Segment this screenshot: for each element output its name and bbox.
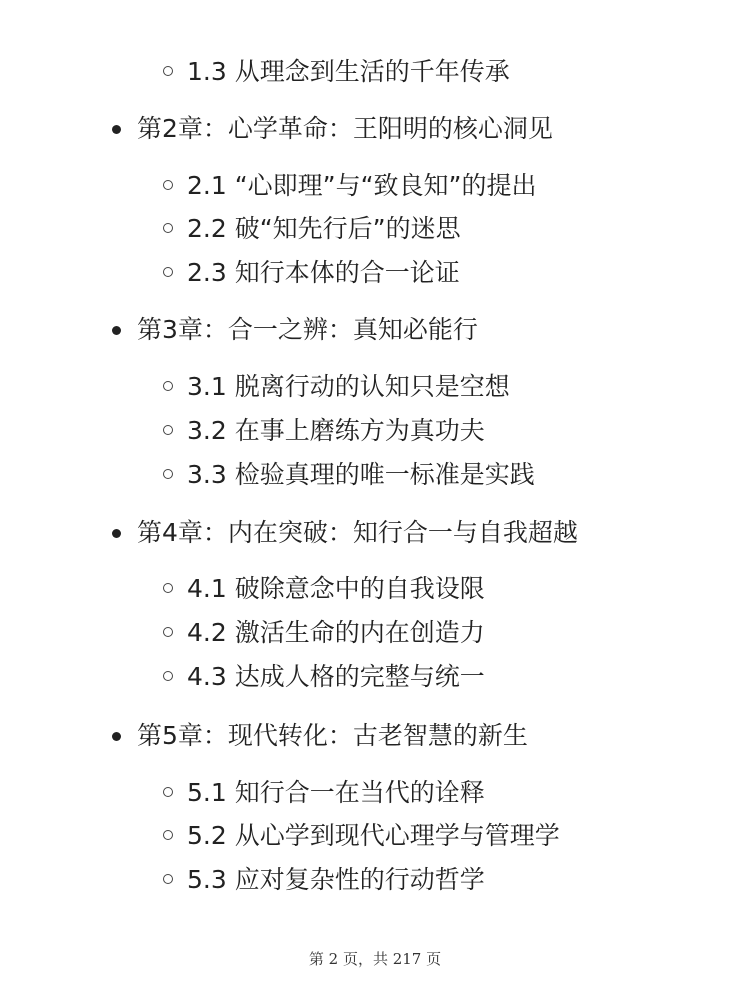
toc-section-label: 4.1 破除意念中的自我设限 — [187, 574, 485, 603]
toc-chapter-label: 第3章：合一之辨：真知必能行 — [137, 315, 478, 344]
toc-section-label: 2.3 知行本体的合一论证 — [187, 258, 460, 287]
toc-section-label: 3.2 在事上磨练方为真功夫 — [187, 416, 485, 445]
toc-chapter-label: 第4章：内在突破：知行合一与自我超越 — [137, 518, 578, 547]
toc-section-label: 3.1 脱离行动的认知只是空想 — [187, 372, 510, 401]
circle-bullet-icon — [163, 66, 173, 76]
circle-bullet-icon — [163, 671, 173, 681]
disc-bullet-icon — [112, 732, 121, 741]
circle-bullet-icon — [163, 223, 173, 233]
toc-section-label: 2.2 破“知先行后”的迷思 — [187, 214, 461, 243]
circle-bullet-icon — [163, 425, 173, 435]
circle-bullet-icon — [163, 874, 173, 884]
toc-section-label: 5.3 应对复杂性的行动哲学 — [187, 865, 485, 894]
page-number-footer: 第 2 页，共 217 页 — [308, 950, 442, 968]
circle-bullet-icon — [163, 830, 173, 840]
circle-bullet-icon — [163, 583, 173, 593]
toc-section-label: 3.3 检验真理的唯一标准是实践 — [187, 460, 535, 489]
disc-bullet-icon — [112, 125, 121, 134]
disc-bullet-icon — [112, 529, 121, 538]
toc-section-label: 5.1 知行合一在当代的诠释 — [187, 778, 485, 807]
toc-section-label: 1.3 从理念到生活的千年传承 — [187, 57, 510, 86]
toc-chapter-label: 第5章：现代转化：古老智慧的新生 — [137, 721, 528, 750]
toc-section-label: 4.2 激活生命的内在创造力 — [187, 618, 485, 647]
circle-bullet-icon — [163, 180, 173, 190]
circle-bullet-icon — [163, 469, 173, 479]
circle-bullet-icon — [163, 267, 173, 277]
circle-bullet-icon — [163, 787, 173, 797]
disc-bullet-icon — [112, 326, 121, 335]
toc-section-label: 4.3 达成人格的完整与统一 — [187, 662, 485, 691]
circle-bullet-icon — [163, 381, 173, 391]
circle-bullet-icon — [163, 627, 173, 637]
toc-chapter-label: 第2章：心学革命：王阳明的核心洞见 — [137, 114, 553, 143]
toc-section-label: 5.2 从心学到现代心理学与管理学 — [187, 821, 560, 850]
toc-section-label: 2.1 “心即理”与“致良知”的提出 — [187, 171, 537, 200]
